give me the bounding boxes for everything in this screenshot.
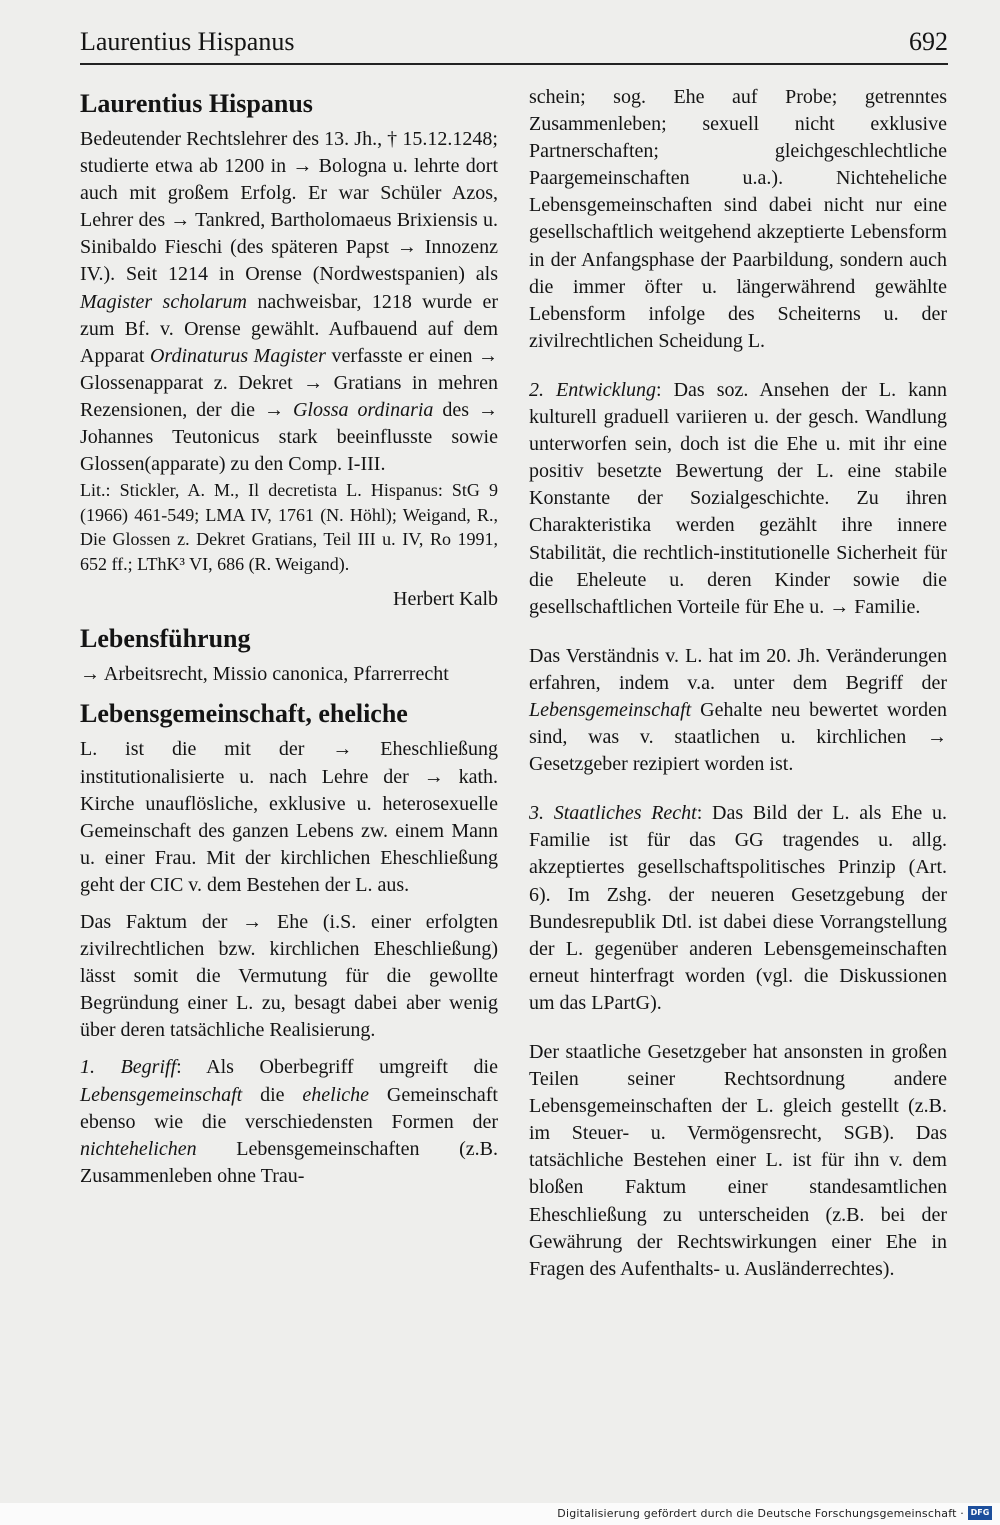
entry-body-laurentius: Bedeutender Rechtslehrer des 13. Jh., † 15.12.1248; studierte etwa ab 1200 in → Bologna u. lehrte dort auch mit großem Erfolg. Er war Schüler Azos, Lehrer des → Tankred, Bartholomaeus Brixiensis u. Sinibaldo Fieschi (des späteren Papst → Innozenz IV.). Seit 1214 in Orense (Nordwestspanien) als Magister scholarum nachweisbar, 1218 wurde er zum Bf. v. Orense gewählt. Aufbauend auf dem Apparat Ordinaturus Magister verfasste er einen → Glossenapparat z. Dekret → Gratians in mehren Rezensionen, der die → Glossa ordinaria des → Johannes Teutonicus stark beeinflusste sowie Glossen(apparate) zu den Comp. I-III. <box>80 128 499 476</box>
paragraph-continuation: schein; sog. Ehe auf Probe; getrenntes Zusammenleben; sexuell nicht exklusive Partnerschaften; gleichgeschlechtliche Paargemeinschaften u.a.). Nichteheliche Lebensgemeinschaften sind dabei nicht nur eine gesellschaftlich weitgehend akzeptierte Lebensform in der Anfangsphase der Paarbildung, sondern auch die immer öfter u. längerwährend gewählte Lebensform infolge des Scheiterns u. der zivilrechtlichen Scheidung L. <box>529 86 947 352</box>
entry-title-lebensfuehrung: Lebensführung <box>80 624 251 654</box>
paragraph-begriff: 1. Begriff: Als Oberbegriff umgreift die Lebensgemeinschaft die eheliche Gemeinschaft ebenso wie die verschiedensten Formen der nichtehelichen Lebensgemeinschaften (z.B. Zusammenleben ohne Trau- <box>80 1056 498 1187</box>
dfg-logo: DFG <box>968 1506 992 1520</box>
entry-body-lebensfuehrung: → Arbeitsrecht, Missio canonica, Pfarrerrecht <box>80 663 449 686</box>
paragraph-gesetzgeber: Der staatliche Gesetzgeber hat ansonsten in großen Teilen seiner Rechtsordnung andere Lebensgemeinschaften der L. gleich gestellt (z.B. im Steuer- u. Vermögensrecht, SGB). Das tatsächliche Bestehen einer L. ist für ihn v. dem bloßen Faktum einer standesamtlichen Eheschließung zu unterscheiden (z.B. bei der Gewährung der Rechtswirkungen einer Ehe in Fragen des Aufenthalts- u. Ausländerrechtes). <box>529 1041 947 1280</box>
paragraph-entwicklung: 2. Entwicklung: Das soz. Ansehen der L. kann kulturell graduell variieren u. der gesch. Wandlung unterworfen sein, doch ist die Ehe u. mit ihr eine positiv besetzte Bewertung der L. eine stabile Konstante der Sozialgeschichte. Zu ihren Charakteristika werden gezählt ihre innere Stabilität, die rechtlich-institutionelle Sicherheit für die Eheleute u. deren Kinder sowie die gesellschaftlichen Vorteile für Ehe u. → Familie. <box>529 378 948 618</box>
running-header-title: Laurentius Hispanus <box>80 27 295 56</box>
footer-note: Digitalisierung gefördert durch die Deutsche Forschungsgemeinschaft · <box>557 1507 964 1520</box>
entry-title-laurentius: Laurentius Hispanus <box>80 89 313 118</box>
header-rule <box>80 63 948 65</box>
page-number: 692 <box>909 27 948 56</box>
paragraph-faktum: Das Faktum der → Ehe (i.S. einer erfolgten zivilrechtlichen bzw. kirchlichen Eheschließung) lässt somit die Vermutung für die gewollte Begründung einer L. zu, besagt dabei aber wenig über deren tatsächliche Realisierung. <box>80 910 498 1042</box>
paragraph-verstaendnis: Das Verständnis v. L. hat im 20. Jh. Veränderungen erfahren, indem v.a. unter dem Begriff der Lebensgemeinschaft Gehalte neu bewertet worden sind, was v. staatlichen u. kirchlichen → Gesetzgeber rezipiert worden ist. <box>529 644 947 776</box>
literature-note: Lit.: Stickler, A. M., Il decretista L. Hispanus: StG 9 (1966) 461-549; LMA IV, 1761 (N. Höhl); Weigand, R., Die Glossen z. Dekret Gratians, Teil III u. IV, Ro 1991, 652 ff.; LThK³ VI, 686 (R. Weigand). <box>80 480 498 574</box>
author-signature: Herbert Kalb <box>393 588 498 611</box>
paragraph-staatliches-recht: 3. Staatliches Recht: Das Bild der L. als Ehe u. Familie ist für das GG tragendes u. allg. akzeptiertes gesellschaftspolitisches Prinzip (Art. 6). Im Zshg. der neueren Gesetzgebung der Bundesrepublik Dtl. ist dabei diese Vorrangstellung der L. gegenüber anderen Lebensgemeinschaften erneut hinterfragt worden (vgl. die Diskussionen um das LPartG). <box>529 802 947 1014</box>
left-column <box>80 84 498 1190</box>
paragraph-definition: L. ist die mit der → Eheschließung institutionalisierte u. nach Lehre der → kath. Kirche unauflösliche, exklusive u. heterosexuelle Gemeinschaft des ganzen Lebens zw. einem Mann u. einer Frau. Mit der kirchlichen Eheschließung geht der CIC v. dem Bestehen der L. aus. <box>80 738 498 896</box>
entry-title-lebensgemeinschaft: Lebensgemeinschaft, eheliche <box>80 699 408 729</box>
right-column <box>529 84 947 1293</box>
running-header <box>80 22 948 62</box>
